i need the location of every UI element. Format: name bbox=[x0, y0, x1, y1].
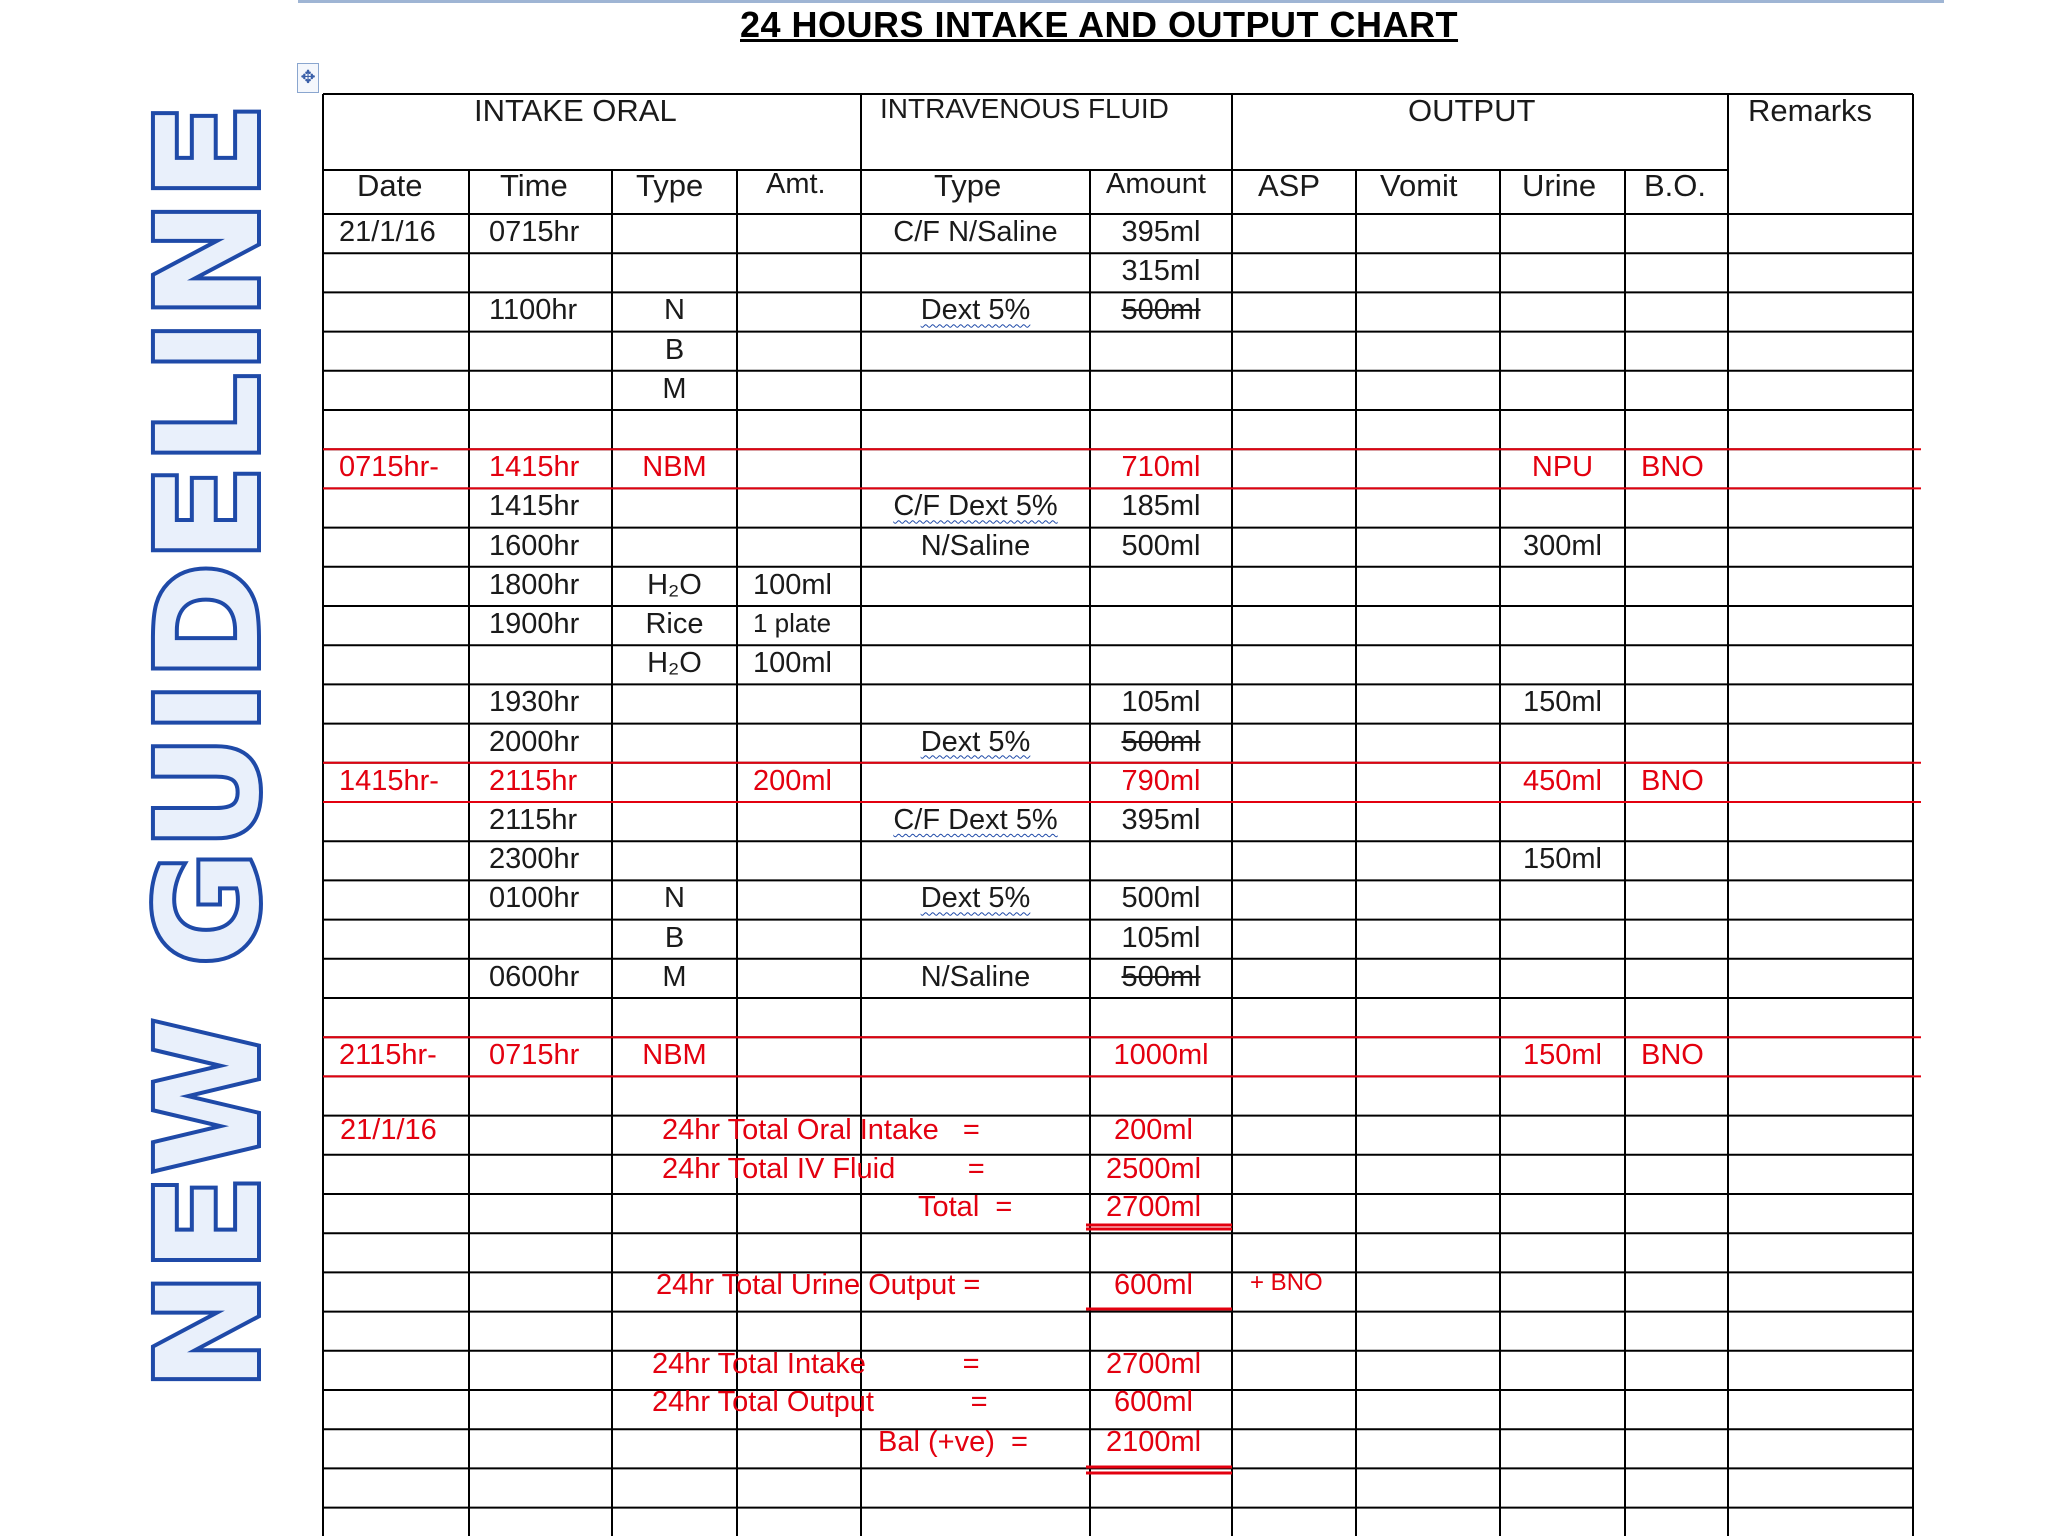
cell-iv-amount: 105ml bbox=[1121, 921, 1201, 954]
col-header-date: Date bbox=[357, 168, 423, 203]
table-move-handle-icon[interactable]: ✥ bbox=[297, 63, 319, 93]
cell-oral-type: H₂O bbox=[647, 647, 702, 680]
summary-total-iv-label: 24hr Total IV Fluid = bbox=[662, 1153, 985, 1185]
cell-iv-amount: 395ml bbox=[1121, 804, 1201, 836]
cell-oral-type: B bbox=[664, 921, 685, 954]
cell-iv-type: N/Saline bbox=[920, 529, 1031, 562]
cell-date: 21/1/16 bbox=[339, 216, 436, 248]
cell-oral-type: Rice bbox=[645, 608, 704, 640]
cell-date: 2115hr- bbox=[339, 1039, 437, 1072]
cell-iv-type: C/F Dext 5% bbox=[893, 490, 1058, 523]
col-header-urine: Urine bbox=[1522, 168, 1597, 203]
cell-urine: 300ml bbox=[1523, 529, 1602, 562]
summary-urine-output-label: 24hr Total Urine Output = bbox=[656, 1269, 981, 1301]
header-remarks: Remarks bbox=[1748, 93, 1873, 128]
summary-total-intake-label: 24hr Total Intake = bbox=[652, 1348, 980, 1380]
cell-time: 0600hr bbox=[489, 960, 580, 993]
cell-time: 0715hr bbox=[489, 1039, 580, 1072]
cell-iv-amount: 500ml bbox=[1121, 960, 1201, 993]
cell-bo: BNO bbox=[1641, 1039, 1704, 1072]
summary-date: 21/1/16 bbox=[340, 1114, 437, 1146]
cell-oral-amt: 100ml bbox=[753, 647, 832, 680]
cell-iv-amount: 500ml bbox=[1121, 529, 1201, 562]
cell-oral-type: N bbox=[664, 294, 685, 327]
col-header-bo: B.O. bbox=[1644, 168, 1707, 203]
cell-date: 0715hr- bbox=[339, 451, 439, 484]
page-title: 24 HOURS INTAKE AND OUTPUT CHART bbox=[740, 4, 1459, 45]
summary-balance-value: 2100ml bbox=[1106, 1426, 1202, 1458]
col-header-time: Time bbox=[500, 168, 568, 203]
cell-oral-type: N bbox=[664, 882, 685, 915]
cell-iv-amount: 790ml bbox=[1121, 764, 1201, 797]
cell-time: 0100hr bbox=[489, 882, 580, 915]
cell-time: 2115hr bbox=[489, 804, 578, 836]
cell-iv-amount: 710ml bbox=[1121, 451, 1201, 484]
cell-time: 0715hr bbox=[489, 216, 580, 248]
cell-oral-type: B bbox=[664, 333, 685, 366]
cell-oral-amt: 100ml bbox=[753, 568, 832, 601]
cell-date: 1415hr- bbox=[339, 764, 439, 797]
header-output: OUTPUT bbox=[1408, 93, 1536, 128]
cell-oral-type: NBM bbox=[642, 451, 707, 484]
cell-oral-amt: 1 plate bbox=[753, 608, 832, 638]
col-header-amt: Amt. bbox=[766, 168, 826, 200]
summary-total-label: Total = bbox=[918, 1191, 1013, 1223]
summary-total-oral-label: 24hr Total Oral Intake = bbox=[662, 1114, 980, 1146]
cell-bo: BNO bbox=[1641, 451, 1704, 484]
cell-time: 1930hr bbox=[489, 686, 580, 719]
cell-urine: 450ml bbox=[1523, 764, 1602, 797]
summary-total-oral-value: 200ml bbox=[1114, 1114, 1193, 1146]
cell-iv-type: Dext 5% bbox=[920, 294, 1031, 327]
cell-iv-type: C/F Dext 5% bbox=[893, 804, 1058, 836]
cell-oral-amt: 200ml bbox=[753, 764, 832, 797]
col-header-iv-amount: Amount bbox=[1106, 168, 1206, 200]
cell-iv-amount: 500ml bbox=[1121, 294, 1201, 327]
cell-time: 1900hr bbox=[489, 608, 580, 640]
cell-iv-amount: 1000ml bbox=[1113, 1039, 1209, 1072]
col-header-asp: ASP bbox=[1258, 168, 1321, 203]
col-header-iv-type: Type bbox=[934, 168, 1002, 203]
cell-iv-amount: 395ml bbox=[1121, 216, 1201, 248]
cell-oral-type: H₂O bbox=[647, 568, 702, 601]
summary-total-value: 2700ml bbox=[1106, 1191, 1202, 1223]
cell-time: 2300hr bbox=[489, 843, 580, 876]
cell-iv-amount: 105ml bbox=[1121, 686, 1201, 719]
cell-urine: 150ml bbox=[1523, 1039, 1602, 1072]
cell-time: 1100hr bbox=[489, 294, 578, 327]
cell-oral-type: NBM bbox=[642, 1039, 707, 1072]
cell-iv-amount: 500ml bbox=[1121, 725, 1201, 758]
cell-time: 2000hr bbox=[489, 725, 580, 758]
cell-time: 1415hr bbox=[489, 451, 580, 484]
cell-iv-amount: 315ml bbox=[1121, 255, 1201, 288]
cell-iv-amount: 500ml bbox=[1121, 882, 1201, 915]
cell-urine: 150ml bbox=[1523, 686, 1602, 719]
cell-urine: NPU bbox=[1531, 451, 1594, 484]
summary-balance-label: Bal (+ve) = bbox=[878, 1426, 1028, 1458]
summary-urine-output-note: + BNO bbox=[1250, 1269, 1323, 1296]
cell-iv-type: Dext 5% bbox=[920, 725, 1031, 758]
side-title-new-guideline: NEW GUIDELINE bbox=[128, 101, 291, 1390]
cell-time: 2115hr bbox=[489, 764, 578, 797]
cell-iv-type: N/Saline bbox=[920, 960, 1031, 993]
col-header-vomit: Vomit bbox=[1380, 168, 1458, 203]
header-intravenous-fluid: INTRAVENOUS FLUID bbox=[880, 93, 1169, 124]
summary-total-output-value: 600ml bbox=[1114, 1386, 1193, 1418]
cell-time: 1600hr bbox=[489, 529, 580, 562]
cell-time: 1800hr bbox=[489, 568, 580, 601]
cell-iv-type: Dext 5% bbox=[920, 882, 1031, 915]
cell-time: 1415hr bbox=[489, 490, 580, 523]
summary-total-intake-value: 2700ml bbox=[1106, 1348, 1202, 1380]
header-intake-oral: INTAKE ORAL bbox=[474, 93, 677, 128]
cell-oral-type: M bbox=[662, 372, 687, 405]
summary-total-output-label: 24hr Total Output = bbox=[652, 1386, 988, 1418]
cell-iv-type: C/F N/Saline bbox=[893, 216, 1058, 248]
cell-urine: 150ml bbox=[1523, 843, 1602, 876]
cell-iv-amount: 185ml bbox=[1121, 490, 1201, 523]
col-header-oral-type: Type bbox=[636, 168, 704, 203]
cell-oral-type: M bbox=[662, 960, 687, 993]
summary-total-iv-value: 2500ml bbox=[1106, 1153, 1202, 1185]
summary-urine-output-value: 600ml bbox=[1114, 1269, 1193, 1301]
cell-bo: BNO bbox=[1641, 764, 1704, 797]
